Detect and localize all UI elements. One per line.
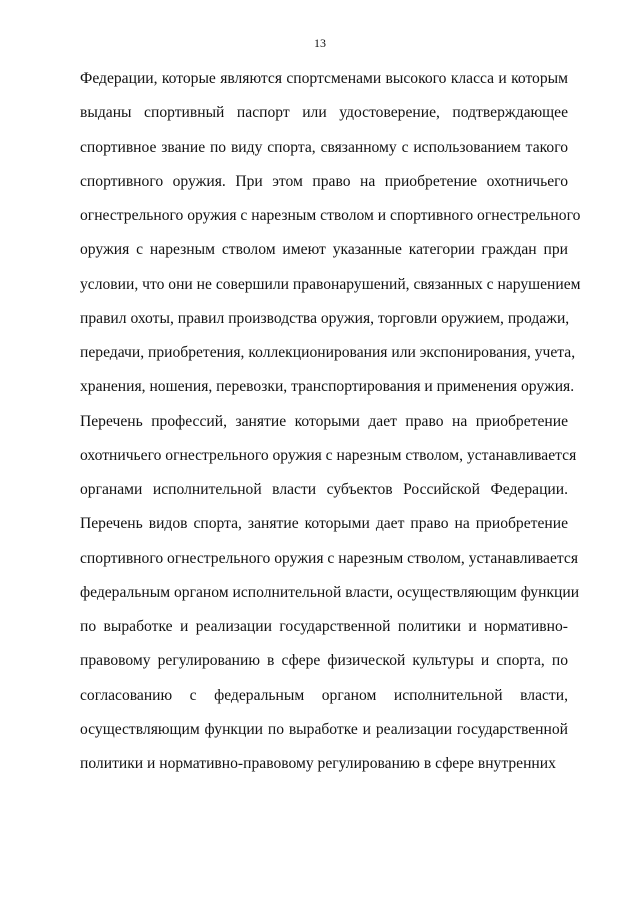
text-line: Федерации, которые являются спортсменами высокого класса и которым xyxy=(80,70,568,87)
text-line: выданы спортивный паспорт или удостоверение, подтверждающее xyxy=(80,104,568,122)
text-line: передачи, приобретения, коллекционирования или экспонирования, учета, xyxy=(80,344,576,361)
text-line: спортивного оружия. При этом право на приобретение охотничьего xyxy=(80,172,568,190)
text-line: согласованию с федеральным органом исполнительной власти, xyxy=(80,686,568,704)
text-line: спортивного огнестрельного оружия с нарезным стволом, устанавливается xyxy=(80,549,578,567)
text-line: правовому регулированию в сфере физической культуры и спорта, по xyxy=(80,652,568,670)
text-line: органами исполнительной власти субъектов Российской Федерации. xyxy=(80,481,568,498)
text-line: осуществляющим функции по выработке и реализации государственной xyxy=(80,720,568,738)
text-line: оружия с нарезным стволом имеют указанные категории граждан при xyxy=(80,241,568,259)
text-line: по выработке и реализации государственной политики и нормативно- xyxy=(80,618,568,635)
page-number: 13 xyxy=(314,36,326,50)
text-line: спортивное звание по виду спорта, связанному с использованием такого xyxy=(80,138,568,156)
text-line: политики и нормативно-правовому регулированию в сфере внутренних xyxy=(80,755,556,772)
text-line: хранения, ношения, перевозки, транспортирования и применения оружия. xyxy=(80,378,575,396)
text-line: правил охоты, правил производства оружия, торговли оружием, продажи, xyxy=(80,309,570,327)
body-text xyxy=(80,62,581,781)
text-line: Перечень профессий, занятие которыми дает право на приобретение xyxy=(80,412,568,430)
text-line: Перечень видов спорта, занятие которыми дает право на приобретение xyxy=(80,515,568,533)
text-line: охотничьего огнестрельного оружия с нарезным стволом, устанавливается xyxy=(80,446,577,464)
text-line: условии, что они не совершили правонарушений, связанных с нарушением xyxy=(80,275,581,293)
text-line: федеральным органом исполнительной власти, осуществляющим функции xyxy=(80,583,580,601)
text-line: огнестрельного оружия с нарезным стволом и спортивного огнестрельного xyxy=(80,207,581,224)
